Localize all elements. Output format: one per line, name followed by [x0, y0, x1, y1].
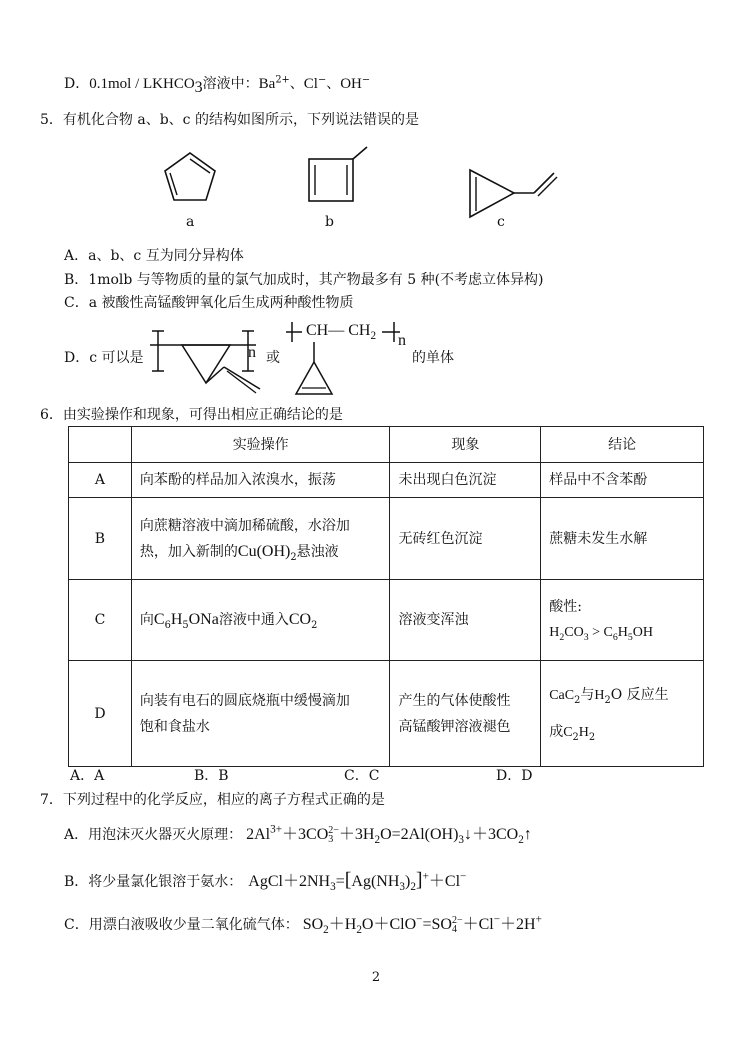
- q5-option-b: B．1molb 与等物质的量的氯气加成时，其产物最多有 5 种(不考虑立体异构): [64, 272, 544, 288]
- q6-answer-b: B．B: [194, 768, 229, 784]
- row-phenomenon: 未出现白色沉淀: [390, 463, 541, 498]
- q7-option-c: C．用漂白液吸收少量二氧化硫气体： $SO_2+H_2O+ClO^-=SO$ 2− 4 ＋Cl−＋2H+: [64, 913, 542, 937]
- header-operation: 实验操作: [131, 427, 390, 463]
- q6-stem: 6．由实验操作和现象，可得出相应正确结论的是: [40, 407, 343, 423]
- row-key: A: [69, 463, 132, 498]
- structure-b-methylcyclobutadiene: [305, 145, 375, 207]
- header-key: [69, 427, 132, 463]
- header-conclusion: 结论: [541, 427, 704, 463]
- row-operation: 向$C_6H_5ONa$溶液中通入$CO_2$: [131, 580, 390, 661]
- row-operation: 向苯酚的样品加入浓溴水，振荡: [131, 463, 390, 498]
- q5-option-c: C．a 被酸性高锰酸钾氧化后生成两种酸性物质: [64, 295, 354, 311]
- row-operation: 向装有电石的圆底烧瓶中缓慢滴加 饱和食盐水: [131, 661, 390, 767]
- q7-stem: 7．下列过程中的化学反应，相应的离子方程式正确的是: [40, 792, 385, 808]
- row-operation: 向蔗糖溶液中滴加稀硫酸，水浴加 热，加入新制的$Cu(OH)_2$悬浊液: [131, 498, 390, 580]
- table-row: [69, 498, 704, 580]
- row-key: D: [69, 661, 132, 767]
- label-c: c: [497, 214, 505, 230]
- row-conclusion: 样品中不含苯酚: [541, 463, 704, 498]
- q4-option-d: D．$0.1mol / LKHCO_3$溶液中：$Ba^{2+}$、Cl−、OH−: [64, 74, 371, 96]
- q7-option-a: A．用泡沫灭火器灭火原理： $2Al^{3+}+3CO$ 2− 3 $+3H_2O=2Al(OH)_3↓+3CO_2↑$: [64, 823, 532, 847]
- row-conclusion: CaC$_2$与$H_2O$ 反应生 成$C_2H_2$: [541, 661, 704, 767]
- row-conclusion: 蔗糖未发生水解: [541, 498, 704, 580]
- row-key: C: [69, 580, 132, 661]
- row-phenomenon: 溶液变浑浊: [390, 580, 541, 661]
- table-row: [69, 463, 704, 498]
- row-key: B: [69, 498, 132, 580]
- q5-option-d-or: 或: [266, 350, 280, 366]
- q6-answer-d: D．D: [496, 768, 533, 784]
- q5-option-d-suffix: 的单体: [412, 350, 454, 366]
- table-row: [69, 580, 704, 661]
- polymer-1-n: n: [248, 344, 256, 361]
- q5-option-d-prefix: D．c 可以是: [64, 350, 144, 366]
- q5-option-a: A．a、b、c 互为同分异构体: [64, 248, 244, 264]
- label-b: b: [325, 214, 334, 230]
- structure-a-cyclopentadiene: [160, 148, 220, 208]
- q5-stem: 5．有机化合物 a、b、c 的结构如图所示，下列说法错误的是: [40, 112, 419, 128]
- q6-answer-a: A．A: [70, 768, 105, 784]
- row-conclusion: 酸性: $H_2CO_3 > C_6H_5OH$: [541, 580, 704, 661]
- structure-c-vinylcyclopropene: [462, 165, 562, 225]
- polymer-2-n: n: [398, 332, 406, 349]
- row-phenomenon: 产生的气体使酸性 高锰酸钾溶液褪色: [390, 661, 541, 767]
- header-phenomenon: 现象: [390, 427, 541, 463]
- experiment-table: [68, 426, 704, 767]
- page-number: 2: [371, 970, 381, 985]
- polymer-2-label: CH— $CH_2$: [306, 322, 377, 343]
- table-row: [69, 661, 704, 767]
- q7-option-b: B．将少量氯化银溶于氨水： $AgCl+2NH_3=[Ag(NH_3)_2]^++Cl^-$: [64, 869, 467, 894]
- row-phenomenon: 无砖红色沉淀: [390, 498, 541, 580]
- q6-answer-c: C．C: [344, 768, 380, 784]
- table-header-row: [69, 427, 704, 463]
- label-a: a: [186, 214, 195, 230]
